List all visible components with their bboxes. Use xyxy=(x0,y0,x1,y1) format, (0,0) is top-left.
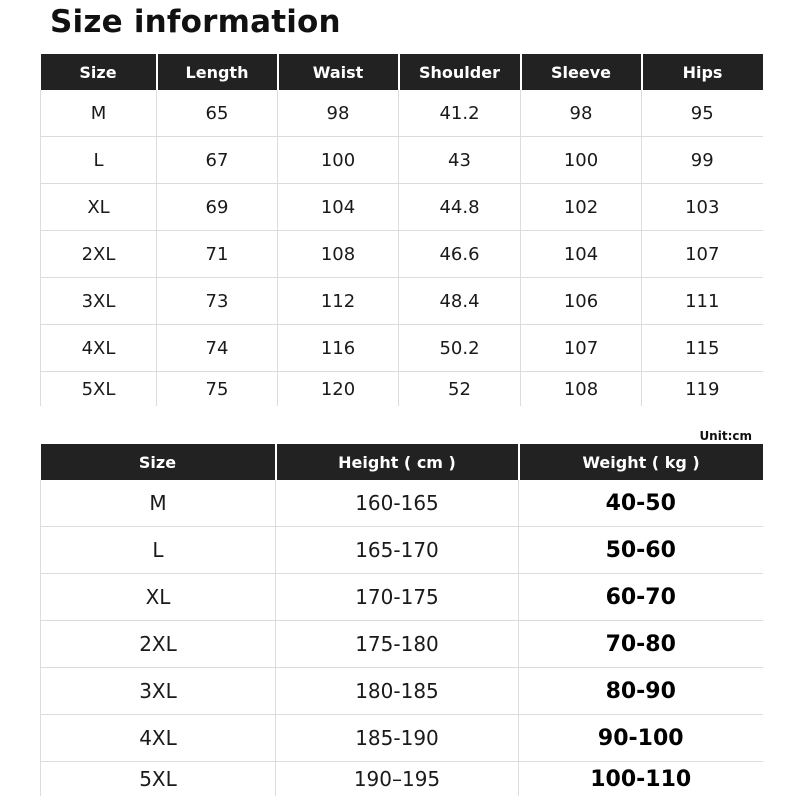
shoulder-cell: 43 xyxy=(399,137,521,184)
size-cell: XL xyxy=(41,574,276,621)
size-cell: 5XL xyxy=(41,762,276,797)
sleeve-cell: 107 xyxy=(521,325,642,372)
table-row xyxy=(41,527,763,574)
size-cell: 2XL xyxy=(41,231,157,278)
weight-cell: 90-100 xyxy=(519,715,763,762)
table-row xyxy=(41,231,763,278)
table-row xyxy=(41,574,763,621)
height-cell: 165-170 xyxy=(276,527,519,574)
shoulder-cell: 52 xyxy=(399,372,521,407)
sleeve-cell: 104 xyxy=(521,231,642,278)
length-cell: 74 xyxy=(157,325,278,372)
weight-cell: 70-80 xyxy=(519,621,763,668)
hips-cell: 99 xyxy=(642,137,763,184)
waist-cell: 112 xyxy=(278,278,399,325)
table-header-row xyxy=(41,444,763,480)
shoulder-cell: 50.2 xyxy=(399,325,521,372)
header-length: Length xyxy=(157,54,278,90)
table-row xyxy=(41,137,763,184)
sleeve-cell: 98 xyxy=(521,90,642,137)
size-cell: 3XL xyxy=(41,668,276,715)
table-row xyxy=(41,372,763,407)
header-shoulder: Shoulder xyxy=(399,54,521,90)
weight-cell: 80-90 xyxy=(519,668,763,715)
hips-cell: 95 xyxy=(642,90,763,137)
size-cell: 4XL xyxy=(41,715,276,762)
size-cell: M xyxy=(41,90,157,137)
size-cell: 5XL xyxy=(41,372,157,407)
header-size: Size xyxy=(41,54,157,90)
shoulder-cell: 44.8 xyxy=(399,184,521,231)
size-cell: L xyxy=(41,527,276,574)
header-waist: Waist xyxy=(278,54,399,90)
length-cell: 67 xyxy=(157,137,278,184)
hips-cell: 119 xyxy=(642,372,763,407)
table-row xyxy=(41,668,763,715)
sleeve-cell: 102 xyxy=(521,184,642,231)
hips-cell: 103 xyxy=(642,184,763,231)
header-height: Height ( cm ) xyxy=(276,444,519,480)
size-measurement-table xyxy=(40,54,763,406)
height-cell: 185-190 xyxy=(276,715,519,762)
shoulder-cell: 46.6 xyxy=(399,231,521,278)
waist-cell: 120 xyxy=(278,372,399,407)
length-cell: 73 xyxy=(157,278,278,325)
header-size: Size xyxy=(41,444,276,480)
length-cell: 65 xyxy=(157,90,278,137)
height-cell: 175-180 xyxy=(276,621,519,668)
table-row xyxy=(41,480,763,527)
height-cell: 180-185 xyxy=(276,668,519,715)
waist-cell: 98 xyxy=(278,90,399,137)
table-header-row xyxy=(41,54,763,90)
table-row xyxy=(41,184,763,231)
length-cell: 69 xyxy=(157,184,278,231)
height-cell: 170-175 xyxy=(276,574,519,621)
table-row xyxy=(41,621,763,668)
waist-cell: 116 xyxy=(278,325,399,372)
weight-cell: 50-60 xyxy=(519,527,763,574)
table-row xyxy=(41,90,763,137)
table-row xyxy=(41,278,763,325)
length-cell: 71 xyxy=(157,231,278,278)
size-cell: L xyxy=(41,137,157,184)
size-cell: 3XL xyxy=(41,278,157,325)
size-cell: 4XL xyxy=(41,325,157,372)
weight-cell: 100-110 xyxy=(519,762,763,797)
waist-cell: 108 xyxy=(278,231,399,278)
table-row xyxy=(41,325,763,372)
shoulder-cell: 41.2 xyxy=(399,90,521,137)
sleeve-cell: 106 xyxy=(521,278,642,325)
height-cell: 190–195 xyxy=(276,762,519,797)
header-weight: Weight ( kg ) xyxy=(519,444,763,480)
table-row xyxy=(41,762,763,797)
header-sleeve: Sleeve xyxy=(521,54,642,90)
length-cell: 75 xyxy=(157,372,278,407)
height-cell: 160-165 xyxy=(276,480,519,527)
header-hips: Hips xyxy=(642,54,763,90)
page-title: Size information xyxy=(50,4,341,40)
waist-cell: 104 xyxy=(278,184,399,231)
size-cell: 2XL xyxy=(41,621,276,668)
hips-cell: 111 xyxy=(642,278,763,325)
sleeve-cell: 108 xyxy=(521,372,642,407)
weight-cell: 40-50 xyxy=(519,480,763,527)
size-cell: M xyxy=(41,480,276,527)
hips-cell: 107 xyxy=(642,231,763,278)
waist-cell: 100 xyxy=(278,137,399,184)
weight-cell: 60-70 xyxy=(519,574,763,621)
sleeve-cell: 100 xyxy=(521,137,642,184)
size-cell: XL xyxy=(41,184,157,231)
height-weight-table xyxy=(40,444,763,796)
table-row xyxy=(41,715,763,762)
hips-cell: 115 xyxy=(642,325,763,372)
shoulder-cell: 48.4 xyxy=(399,278,521,325)
unit-note: Unit:cm xyxy=(699,429,752,443)
